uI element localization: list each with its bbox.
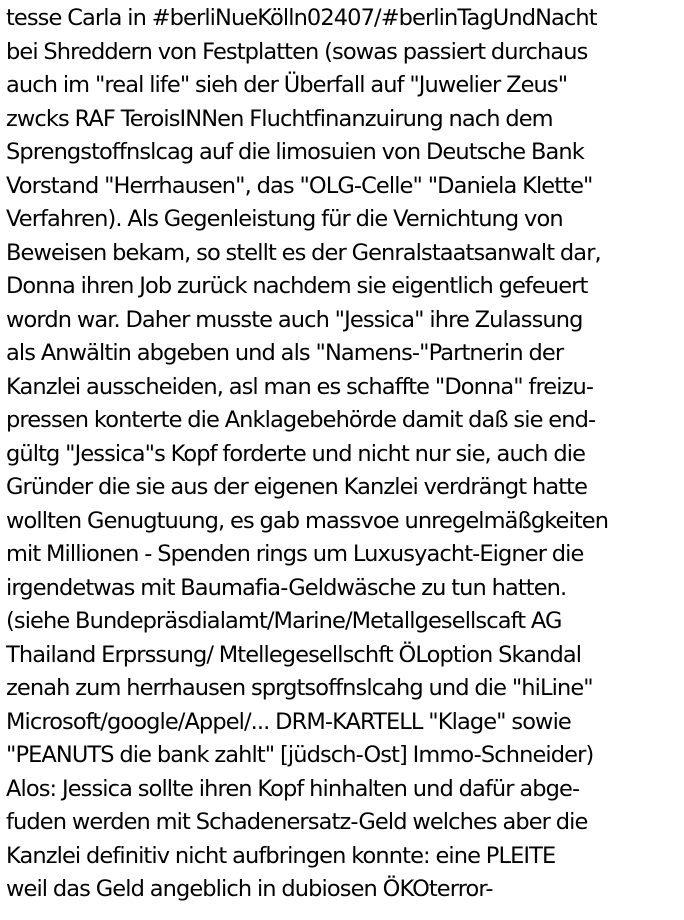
text-line: Alos: Jessica sollte ihren Kopf hinhalten und dafür abge- xyxy=(6,775,580,802)
text-line: irgendetwas mit Baumafia-Geldwäsche zu tun hatten. xyxy=(6,574,567,601)
text-line: weil das Geld angeblich in dubiosen ÖKOterror- xyxy=(6,876,493,902)
text-line: Thailand Erprssung/ Mtellegesellschft ÖLoption Skandal xyxy=(6,641,582,668)
text-line: (siehe Bundepräsdialamt/Marine/Metallgesellscaft AG xyxy=(6,608,562,634)
text-line: Verfahren). Als Gegenleistung für die Vernichtung von xyxy=(6,206,563,232)
text-line: Beweisen bekam, so stellt es der Genralstaatsanwalt dar, xyxy=(6,239,601,266)
text-line: Sprengstoffnslcag auf die limosuien von Deutsche Bank xyxy=(6,139,584,165)
text-line: zenah zum herrhausen sprgtsoffnslcahg und die "hiLine" xyxy=(6,675,593,701)
text-line: fuden werden mit Schadenersatz-Geld welches aber die xyxy=(6,809,588,835)
text-line: Kanzlei definitiv nicht aufbringen konnte: eine PLEITE xyxy=(6,842,556,869)
text-line: als Anwältin abgeben und als "Namens-"Partnerin der xyxy=(6,340,564,366)
text-line: wordn war. Daher musste auch "Jessica" ihre Zulassung xyxy=(6,306,583,333)
text-line: wollten Genugtuung, es gab massvoe unregelmäßgkeiten xyxy=(6,507,609,534)
text-line: Donna ihren Job zurück nachdem sie eigentlich gefeuert xyxy=(6,273,588,299)
text-line: "PEANUTS die bank zahlt" [jüdsch-Ost] Immo-Schneider) xyxy=(6,742,594,768)
text-line: tesse Carla in #berliNueKölln02407/#berlinTagUndNacht xyxy=(6,5,597,31)
text-line: pressen konterte die Anklagebehörde damit daß sie end- xyxy=(6,407,596,433)
text-line: auch im "real life" sieh der Überfall auf "Juwelier Zeus" xyxy=(6,72,568,98)
text-line: Gründer die sie aus der eigenen Kanzlei verdrängt hatte xyxy=(6,474,588,500)
text-line: Vorstand "Herrhausen", das "OLG-Celle" "Daniela Klette" xyxy=(6,172,593,199)
text-line: zwcks RAF TeroisINNen Fluchtfinanzuirung nach dem xyxy=(6,105,553,132)
text-line: mit Millionen - Spenden rings um Luxusyacht-Eigner die xyxy=(6,541,584,567)
text-line: Microsoft/google/Appel/... DRM-KARTELL "Klage" sowie xyxy=(6,708,571,735)
text-line: gültg "Jessica"s Kopf forderte und nicht nur sie, auch die xyxy=(6,440,586,467)
text-line: Kanzlei ausscheiden, asl man es schaffte "Donna" freizu- xyxy=(6,373,594,400)
text-line: bei Shreddern von Festplatten (sowas passiert durchaus xyxy=(6,38,588,65)
body-text xyxy=(6,2,682,907)
